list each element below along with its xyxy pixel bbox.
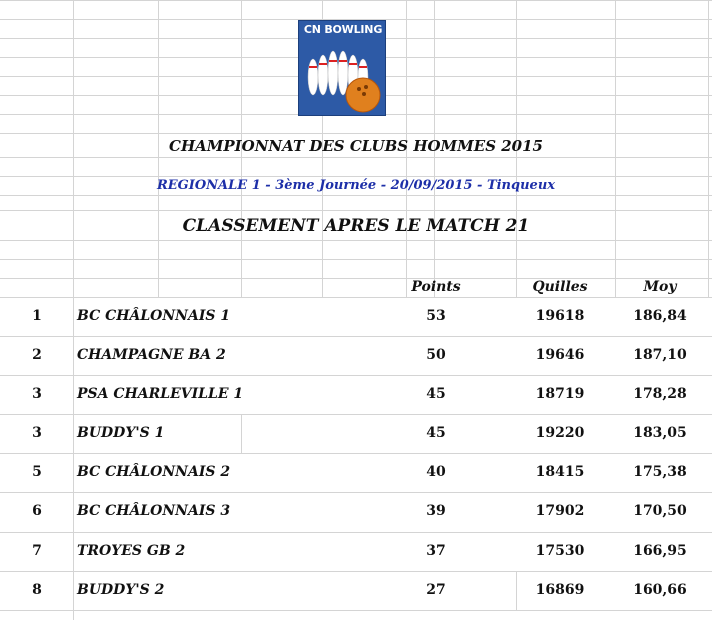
- event-subtitle: REGIONALE 1 - 3ème Journée - 20/09/2015 - Tinqueux: [156, 178, 556, 193]
- moy-cell: 175,38: [633, 464, 687, 480]
- table-row: [0, 492, 712, 531]
- points-cell: 53: [426, 308, 446, 324]
- cn-bowling-logo: [298, 20, 386, 116]
- team-cell: TROYES GB 2: [77, 543, 186, 559]
- ranking-title: CLASSEMENT APRES LE MATCH 21: [182, 216, 530, 236]
- rank-cell: 8: [32, 582, 42, 598]
- team-cell: BUDDY'S 2: [77, 582, 165, 598]
- quilles-cell: 19618: [535, 308, 585, 324]
- column-header-moy: Moy: [643, 279, 677, 295]
- table-row: [0, 336, 712, 375]
- table-row: [0, 414, 712, 453]
- points-cell: 27: [426, 582, 446, 598]
- quilles-cell: 17902: [535, 503, 585, 519]
- team-cell: BUDDY'S 1: [77, 425, 165, 441]
- points-cell: 40: [426, 464, 446, 480]
- table-row: [0, 297, 712, 336]
- quilles-cell: 16869: [535, 582, 585, 598]
- moy-cell: 160,66: [633, 582, 687, 598]
- quilles-cell: 18415: [535, 464, 585, 480]
- rank-cell: 1: [32, 308, 42, 324]
- moy-cell: 186,84: [633, 308, 687, 324]
- team-cell: CHAMPAGNE BA 2: [77, 347, 226, 363]
- table-row: [0, 375, 712, 414]
- team-cell: PSA CHARLEVILLE 1: [77, 386, 244, 402]
- moy-cell: 166,95: [633, 543, 687, 559]
- column-header-quilles: Quilles: [532, 279, 588, 295]
- rank-cell: 2: [32, 347, 42, 363]
- bowling-pins-icon: [299, 37, 386, 116]
- team-cell: BC CHÂLONNAIS 1: [77, 308, 231, 324]
- championship-title: CHAMPIONNAT DES CLUBS HOMMES 2015: [169, 137, 543, 155]
- moy-cell: 187,10: [633, 347, 687, 363]
- rank-cell: 3: [32, 425, 42, 441]
- quilles-cell: 19646: [535, 347, 585, 363]
- quilles-cell: 18719: [535, 386, 585, 402]
- table-row: [0, 453, 712, 492]
- rank-cell: 6: [32, 503, 42, 519]
- quilles-cell: 19220: [535, 425, 585, 441]
- team-cell: BC CHÂLONNAIS 3: [77, 503, 231, 519]
- points-cell: 37: [426, 543, 446, 559]
- team-cell: BC CHÂLONNAIS 2: [77, 464, 231, 480]
- logo-text: CN BOWLING: [303, 23, 383, 36]
- rank-cell: 3: [32, 386, 42, 402]
- points-cell: 45: [426, 386, 446, 402]
- rank-cell: 7: [32, 543, 42, 559]
- moy-cell: 178,28: [633, 386, 687, 402]
- table-row: [0, 571, 712, 610]
- moy-cell: 170,50: [633, 503, 687, 519]
- moy-cell: 183,05: [633, 425, 687, 441]
- points-cell: 50: [426, 347, 446, 363]
- rank-cell: 5: [32, 464, 42, 480]
- points-cell: 39: [426, 503, 446, 519]
- table-row: [0, 532, 712, 571]
- points-cell: 45: [426, 425, 446, 441]
- column-header-points: Points: [411, 279, 461, 295]
- quilles-cell: 17530: [535, 543, 585, 559]
